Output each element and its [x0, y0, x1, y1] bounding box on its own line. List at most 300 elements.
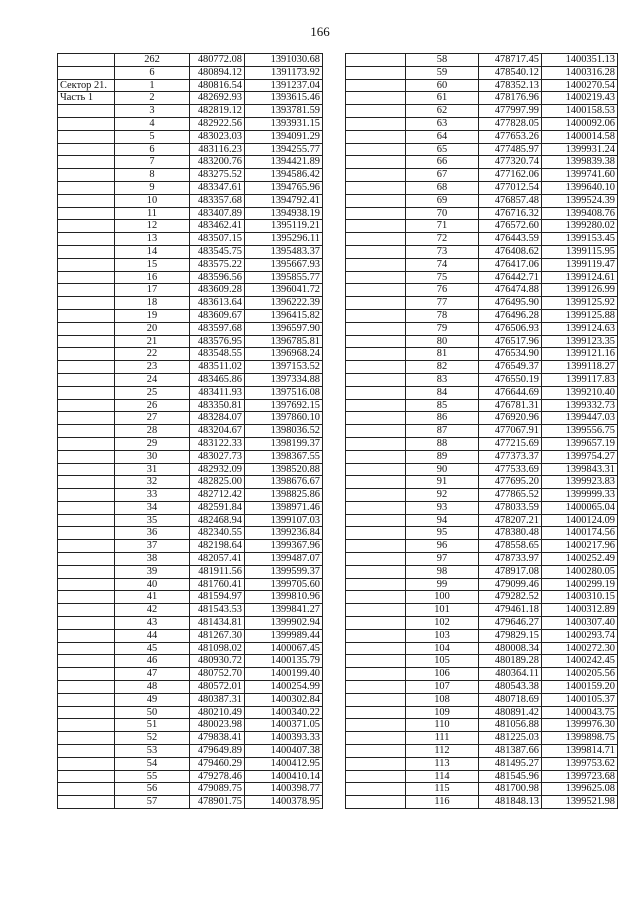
table-row [58, 489, 323, 502]
sector-cell [58, 220, 115, 233]
point-cell: 79 [406, 322, 479, 335]
table-row [58, 335, 323, 348]
x-coordinate-cell: 480543.38 [479, 681, 542, 694]
table-row [346, 79, 618, 92]
table-row [58, 297, 323, 310]
sector-cell [58, 156, 115, 169]
y-coordinate-cell: 1400043.75 [542, 706, 618, 719]
point-cell: 30 [115, 450, 190, 463]
point-cell: 25 [115, 386, 190, 399]
x-coordinate-cell: 480387.31 [190, 693, 245, 706]
sector-cell [346, 732, 406, 745]
x-coordinate-cell: 479460.29 [190, 757, 245, 770]
y-coordinate-cell: 1400205.56 [542, 668, 618, 681]
point-cell: 62 [406, 105, 479, 118]
sector-cell [346, 617, 406, 630]
point-cell: 61 [406, 92, 479, 105]
y-coordinate-cell: 1399121.16 [542, 348, 618, 361]
point-cell: 82 [406, 361, 479, 374]
table-row [346, 527, 618, 540]
sector-cell [346, 527, 406, 540]
x-coordinate-cell: 476716.32 [479, 207, 542, 220]
sector-cell [58, 181, 115, 194]
x-coordinate-cell: 479829.15 [479, 629, 542, 642]
point-cell: 76 [406, 284, 479, 297]
sector-cell [58, 527, 115, 540]
y-coordinate-cell: 1399107.03 [245, 514, 323, 527]
point-cell: 73 [406, 245, 479, 258]
x-coordinate-cell: 482922.56 [190, 117, 245, 130]
y-coordinate-cell: 1400398.77 [245, 783, 323, 796]
point-cell: 35 [115, 514, 190, 527]
table-row [346, 130, 618, 143]
x-coordinate-cell: 476506.93 [479, 322, 542, 335]
sector-cell [346, 258, 406, 271]
x-coordinate-cell: 478917.08 [479, 565, 542, 578]
y-coordinate-cell: 1399705.60 [245, 578, 323, 591]
x-coordinate-cell: 483122.33 [190, 437, 245, 450]
sector-cell [346, 578, 406, 591]
table-row [346, 207, 618, 220]
table-row [346, 156, 618, 169]
y-coordinate-cell: 1399125.88 [542, 309, 618, 322]
y-coordinate-cell: 1400412.95 [245, 757, 323, 770]
y-coordinate-cell: 1399843.31 [542, 463, 618, 476]
y-coordinate-cell: 1400135.79 [245, 655, 323, 668]
x-coordinate-cell: 476644.69 [479, 386, 542, 399]
sector-cell [58, 425, 115, 438]
point-cell: 96 [406, 540, 479, 553]
table-row [346, 476, 618, 489]
point-cell: 47 [115, 668, 190, 681]
x-coordinate-cell: 481495.27 [479, 757, 542, 770]
x-coordinate-cell: 478176.96 [479, 92, 542, 105]
x-coordinate-cell: 478558.65 [479, 540, 542, 553]
sector-cell [346, 297, 406, 310]
point-cell: 69 [406, 194, 479, 207]
x-coordinate-cell: 476517.96 [479, 335, 542, 348]
x-coordinate-cell: 480930.72 [190, 655, 245, 668]
table-row [58, 578, 323, 591]
sector-cell [58, 348, 115, 361]
table-row [58, 681, 323, 694]
table-row [58, 181, 323, 194]
y-coordinate-cell: 1395119.21 [245, 220, 323, 233]
sector-cell [58, 309, 115, 322]
table-row [58, 617, 323, 630]
sector-cell [346, 693, 406, 706]
x-coordinate-cell: 478033.59 [479, 501, 542, 514]
sector-cell [346, 591, 406, 604]
sector-cell [58, 194, 115, 207]
sector-cell [346, 181, 406, 194]
sector-cell [346, 463, 406, 476]
x-coordinate-cell: 477485.97 [479, 143, 542, 156]
x-coordinate-cell: 483613.64 [190, 297, 245, 310]
x-coordinate-cell: 481594.97 [190, 591, 245, 604]
y-coordinate-cell: 1399280.02 [542, 220, 618, 233]
table-row [346, 732, 618, 745]
y-coordinate-cell: 1391237.04 [245, 79, 323, 92]
point-cell: 112 [406, 745, 479, 758]
coordinates-table-right [345, 53, 618, 809]
table-row [58, 693, 323, 706]
table-row [58, 412, 323, 425]
x-coordinate-cell: 476496.28 [479, 309, 542, 322]
y-coordinate-cell: 1400217.96 [542, 540, 618, 553]
y-coordinate-cell: 1399126.99 [542, 284, 618, 297]
sector-cell [58, 681, 115, 694]
table-row [58, 92, 323, 105]
sector-cell [346, 796, 406, 809]
x-coordinate-cell: 476534.90 [479, 348, 542, 361]
y-coordinate-cell: 1398971.46 [245, 501, 323, 514]
table-row [346, 450, 618, 463]
table-row [58, 258, 323, 271]
sector-cell [58, 399, 115, 412]
point-cell: 20 [115, 322, 190, 335]
table-row [58, 527, 323, 540]
table-row [346, 796, 618, 809]
sector-cell [346, 655, 406, 668]
x-coordinate-cell: 480772.08 [190, 54, 245, 67]
x-coordinate-cell: 482825.00 [190, 476, 245, 489]
table-row [346, 757, 618, 770]
table-row [58, 399, 323, 412]
y-coordinate-cell: 1394586.42 [245, 169, 323, 182]
x-coordinate-cell: 481700.98 [479, 783, 542, 796]
sector-cell [346, 54, 406, 67]
sector-cell [346, 489, 406, 502]
y-coordinate-cell: 1399810.96 [245, 591, 323, 604]
table-row [346, 412, 618, 425]
table-row [346, 617, 618, 630]
table-row [58, 501, 323, 514]
point-cell: 63 [406, 117, 479, 130]
sector-cell [58, 437, 115, 450]
table-row [58, 284, 323, 297]
sector-cell [58, 540, 115, 553]
y-coordinate-cell: 1399931.24 [542, 143, 618, 156]
sector-cell [58, 617, 115, 630]
x-coordinate-cell: 479099.46 [479, 578, 542, 591]
x-coordinate-cell: 482340.55 [190, 527, 245, 540]
table-row [58, 425, 323, 438]
x-coordinate-cell: 481225.03 [479, 732, 542, 745]
x-coordinate-cell: 476442.71 [479, 271, 542, 284]
table-row [58, 348, 323, 361]
sector-cell [58, 386, 115, 399]
y-coordinate-cell: 1400252.49 [542, 553, 618, 566]
point-cell: 89 [406, 450, 479, 463]
point-cell: 100 [406, 591, 479, 604]
sector-cell [346, 770, 406, 783]
point-cell: 85 [406, 399, 479, 412]
sector-cell [58, 783, 115, 796]
point-cell: 105 [406, 655, 479, 668]
x-coordinate-cell: 482198.64 [190, 540, 245, 553]
y-coordinate-cell: 1400199.40 [245, 668, 323, 681]
table-row [58, 322, 323, 335]
point-cell: 64 [406, 130, 479, 143]
point-cell: 11 [115, 207, 190, 220]
x-coordinate-cell: 476443.59 [479, 233, 542, 246]
x-coordinate-cell: 476417.06 [479, 258, 542, 271]
point-cell: 92 [406, 489, 479, 502]
point-cell: 10 [115, 194, 190, 207]
table-row [346, 770, 618, 783]
x-coordinate-cell: 482819.12 [190, 105, 245, 118]
table-row [58, 591, 323, 604]
sector-cell [58, 553, 115, 566]
table-row [58, 629, 323, 642]
y-coordinate-cell: 1400105.37 [542, 693, 618, 706]
table-row [58, 642, 323, 655]
sector-cell [346, 284, 406, 297]
x-coordinate-cell: 478380.48 [479, 527, 542, 540]
sector-cell [58, 54, 115, 67]
point-cell: 1 [115, 79, 190, 92]
y-coordinate-cell: 1399124.63 [542, 322, 618, 335]
x-coordinate-cell: 479838.41 [190, 732, 245, 745]
sector-cell [58, 501, 115, 514]
x-coordinate-cell: 481098.02 [190, 642, 245, 655]
sector-cell: Часть 1 [58, 92, 115, 105]
point-cell: 41 [115, 591, 190, 604]
x-coordinate-cell: 481760.41 [190, 578, 245, 591]
sector-cell [346, 757, 406, 770]
table-row [346, 258, 618, 271]
sector-cell [58, 796, 115, 809]
x-coordinate-cell: 476408.62 [479, 245, 542, 258]
table-row [346, 348, 618, 361]
sector-cell [346, 130, 406, 143]
sector-cell [58, 130, 115, 143]
table-row [58, 245, 323, 258]
y-coordinate-cell: 1400272.30 [542, 642, 618, 655]
sector-cell [58, 565, 115, 578]
x-coordinate-cell: 483548.55 [190, 348, 245, 361]
x-coordinate-cell: 480718.69 [479, 693, 542, 706]
point-cell: 91 [406, 476, 479, 489]
point-cell: 22 [115, 348, 190, 361]
point-cell: 6 [115, 143, 190, 156]
x-coordinate-cell: 481267.30 [190, 629, 245, 642]
x-coordinate-cell: 476857.48 [479, 194, 542, 207]
sector-cell [58, 233, 115, 246]
table-row [346, 297, 618, 310]
sector-cell [58, 207, 115, 220]
point-cell: 84 [406, 386, 479, 399]
point-cell: 34 [115, 501, 190, 514]
y-coordinate-cell: 1399839.38 [542, 156, 618, 169]
y-coordinate-cell: 1400410.14 [245, 770, 323, 783]
y-coordinate-cell: 1399741.60 [542, 169, 618, 182]
table-row [58, 757, 323, 770]
point-cell: 40 [115, 578, 190, 591]
table-row [346, 655, 618, 668]
x-coordinate-cell: 478717.45 [479, 54, 542, 67]
y-coordinate-cell: 1400092.06 [542, 117, 618, 130]
y-coordinate-cell: 1397860.10 [245, 412, 323, 425]
table-row [58, 796, 323, 809]
y-coordinate-cell: 1399754.27 [542, 450, 618, 463]
y-coordinate-cell: 1399153.45 [542, 233, 618, 246]
y-coordinate-cell: 1399976.30 [542, 719, 618, 732]
point-cell: 109 [406, 706, 479, 719]
table-row [58, 719, 323, 732]
x-coordinate-cell: 478207.21 [479, 514, 542, 527]
x-coordinate-cell: 483357.68 [190, 194, 245, 207]
y-coordinate-cell: 1394091.29 [245, 130, 323, 143]
x-coordinate-cell: 476920.96 [479, 412, 542, 425]
x-coordinate-cell: 480189.28 [479, 655, 542, 668]
sector-cell [58, 245, 115, 258]
point-cell: 65 [406, 143, 479, 156]
x-coordinate-cell: 480364.11 [479, 668, 542, 681]
point-cell: 60 [406, 79, 479, 92]
sector-cell [346, 79, 406, 92]
table-row [346, 706, 618, 719]
sector-cell [346, 668, 406, 681]
x-coordinate-cell: 477320.74 [479, 156, 542, 169]
x-coordinate-cell: 483609.28 [190, 284, 245, 297]
y-coordinate-cell: 1399447.03 [542, 412, 618, 425]
x-coordinate-cell: 482468.94 [190, 514, 245, 527]
point-cell: 78 [406, 309, 479, 322]
x-coordinate-cell: 481911.56 [190, 565, 245, 578]
point-cell: 50 [115, 706, 190, 719]
table-row [346, 220, 618, 233]
point-cell: 14 [115, 245, 190, 258]
y-coordinate-cell: 1400067.45 [245, 642, 323, 655]
y-coordinate-cell: 1397516.08 [245, 386, 323, 399]
x-coordinate-cell: 478901.75 [190, 796, 245, 809]
y-coordinate-cell: 1399898.75 [542, 732, 618, 745]
sector-cell [58, 284, 115, 297]
y-coordinate-cell: 1395667.93 [245, 258, 323, 271]
sector-cell [58, 463, 115, 476]
table-row [346, 553, 618, 566]
sector-cell [58, 169, 115, 182]
sector-cell [58, 591, 115, 604]
point-cell: 110 [406, 719, 479, 732]
point-cell: 24 [115, 373, 190, 386]
x-coordinate-cell: 481545.96 [479, 770, 542, 783]
y-coordinate-cell: 1400307.40 [542, 617, 618, 630]
y-coordinate-cell: 1400316.28 [542, 66, 618, 79]
point-cell: 86 [406, 412, 479, 425]
table-row [58, 130, 323, 143]
table-row [58, 655, 323, 668]
table-row [346, 143, 618, 156]
y-coordinate-cell: 1399124.61 [542, 271, 618, 284]
table-row [346, 565, 618, 578]
table-row [346, 233, 618, 246]
sector-cell [346, 220, 406, 233]
table-row [346, 463, 618, 476]
point-cell: 115 [406, 783, 479, 796]
table-row [346, 181, 618, 194]
x-coordinate-cell: 478352.13 [479, 79, 542, 92]
point-cell: 6 [115, 66, 190, 79]
point-cell: 9 [115, 181, 190, 194]
point-cell: 93 [406, 501, 479, 514]
table-row [346, 309, 618, 322]
x-coordinate-cell: 483575.22 [190, 258, 245, 271]
table-row [58, 745, 323, 758]
y-coordinate-cell: 1396968.24 [245, 348, 323, 361]
x-coordinate-cell: 483027.73 [190, 450, 245, 463]
y-coordinate-cell: 1399524.39 [542, 194, 618, 207]
x-coordinate-cell: 479278.46 [190, 770, 245, 783]
y-coordinate-cell: 1399115.95 [542, 245, 618, 258]
y-coordinate-cell: 1399841.27 [245, 604, 323, 617]
table-row [58, 540, 323, 553]
y-coordinate-cell: 1397692.15 [245, 399, 323, 412]
y-coordinate-cell: 1395483.37 [245, 245, 323, 258]
x-coordinate-cell: 479649.89 [190, 745, 245, 758]
table-row [346, 169, 618, 182]
y-coordinate-cell: 1399723.68 [542, 770, 618, 783]
sector-cell [58, 297, 115, 310]
sector-cell [346, 207, 406, 220]
y-coordinate-cell: 1399999.33 [542, 489, 618, 502]
sector-cell [58, 373, 115, 386]
point-cell: 262 [115, 54, 190, 67]
point-cell: 32 [115, 476, 190, 489]
sector-cell [58, 642, 115, 655]
y-coordinate-cell: 1399117.83 [542, 373, 618, 386]
x-coordinate-cell: 479461.18 [479, 604, 542, 617]
sector-cell [58, 578, 115, 591]
table-row [58, 105, 323, 118]
x-coordinate-cell: 479646.27 [479, 617, 542, 630]
x-coordinate-cell: 476495.90 [479, 297, 542, 310]
table-row [346, 668, 618, 681]
sector-cell [346, 501, 406, 514]
x-coordinate-cell: 480891.42 [479, 706, 542, 719]
x-coordinate-cell: 482712.42 [190, 489, 245, 502]
y-coordinate-cell: 1391173.92 [245, 66, 323, 79]
table-row [346, 578, 618, 591]
point-cell: 21 [115, 335, 190, 348]
point-cell: 95 [406, 527, 479, 540]
y-coordinate-cell: 1393615.46 [245, 92, 323, 105]
point-cell: 113 [406, 757, 479, 770]
sector-cell [58, 655, 115, 668]
table-row [58, 604, 323, 617]
x-coordinate-cell: 483576.95 [190, 335, 245, 348]
x-coordinate-cell: 481434.81 [190, 617, 245, 630]
y-coordinate-cell: 1396041.72 [245, 284, 323, 297]
table-row [346, 54, 618, 67]
sector-cell [346, 399, 406, 412]
y-coordinate-cell: 1400351.13 [542, 54, 618, 67]
point-cell: 28 [115, 425, 190, 438]
x-coordinate-cell: 477828.05 [479, 117, 542, 130]
point-cell: 5 [115, 130, 190, 143]
table-row [58, 732, 323, 745]
table-row [346, 745, 618, 758]
sector-cell [346, 476, 406, 489]
sector-cell [58, 476, 115, 489]
sector-cell [346, 322, 406, 335]
sector-cell [346, 105, 406, 118]
y-coordinate-cell: 1400378.95 [245, 796, 323, 809]
sector-cell [58, 322, 115, 335]
y-coordinate-cell: 1398825.86 [245, 489, 323, 502]
